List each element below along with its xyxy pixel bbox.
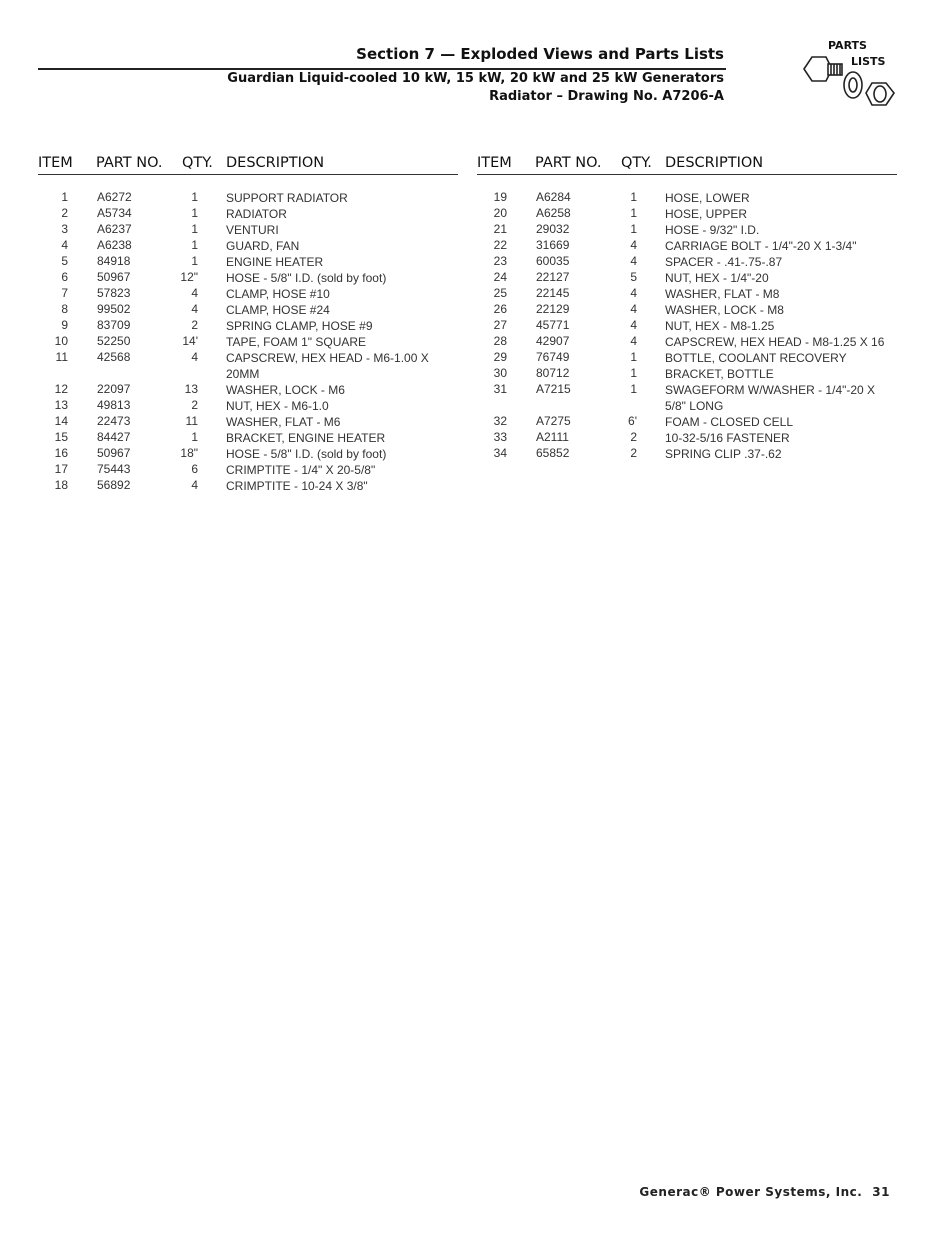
quantity: 4 xyxy=(630,286,637,300)
part-number: 76749 xyxy=(536,350,570,364)
table-header xyxy=(477,155,897,174)
part-number: 57823 xyxy=(97,286,131,300)
table-row xyxy=(38,478,458,494)
quantity: 12" xyxy=(180,270,198,284)
table-row xyxy=(38,446,458,462)
table-row xyxy=(38,206,458,222)
item-number: 3 xyxy=(61,222,68,236)
description: CRIMPTITE - 10-24 X 3/8" xyxy=(226,479,368,493)
item-number: 19 xyxy=(493,190,507,204)
item-number: 30 xyxy=(493,366,507,380)
description: WASHER, LOCK - M8 xyxy=(665,303,784,317)
table-row xyxy=(477,206,897,222)
description: BOTTLE, COOLANT RECOVERY xyxy=(665,351,847,365)
table-row xyxy=(477,318,897,334)
description: CAPSCREW, HEX HEAD - M8-1.25 X 16 xyxy=(665,335,885,349)
part-number: A6237 xyxy=(97,222,132,236)
quantity: 1 xyxy=(191,430,198,444)
description: FOAM - CLOSED CELL xyxy=(665,415,794,429)
part-number: A2111 xyxy=(536,430,569,444)
description: HOSE, UPPER xyxy=(665,207,748,221)
table-row xyxy=(38,414,458,430)
item-number: 26 xyxy=(493,302,507,316)
quantity: 2 xyxy=(191,398,198,412)
part-number: A7215 xyxy=(536,382,571,396)
item-number: 13 xyxy=(54,398,68,412)
description: SWAGEFORM W/WASHER - 1/4"-20 X 5/8" LONG xyxy=(665,383,876,413)
item-number: 34 xyxy=(493,446,507,460)
part-number: 75443 xyxy=(97,462,131,476)
table-row xyxy=(477,190,897,206)
badge-label-lists: LISTS xyxy=(851,55,886,68)
quantity: 1 xyxy=(191,190,198,204)
table-row xyxy=(477,222,897,238)
item-number: 23 xyxy=(493,254,507,268)
quantity: 4 xyxy=(191,350,198,364)
quantity: 6 xyxy=(191,462,198,476)
item-number: 20 xyxy=(493,206,507,220)
quantity: 1 xyxy=(630,206,637,220)
item-number: 18 xyxy=(54,478,68,492)
col-header-desc: DESCRIPTION xyxy=(226,155,325,171)
description: 10-32-5/16 FASTENER xyxy=(665,431,790,445)
table-row xyxy=(38,238,458,254)
description: BRACKET, ENGINE HEATER xyxy=(226,431,386,445)
part-number: 84427 xyxy=(97,430,131,444)
part-number: A7275 xyxy=(536,414,571,428)
item-number: 27 xyxy=(493,318,507,332)
item-number: 7 xyxy=(61,286,68,300)
quantity: 1 xyxy=(191,206,198,220)
description: CARRIAGE BOLT - 1/4"-20 X 1-3/4" xyxy=(665,239,857,253)
quantity: 1 xyxy=(191,254,198,268)
table-row xyxy=(477,430,897,446)
description: HOSE - 5/8" I.D. (sold by foot) xyxy=(226,447,387,461)
quantity: 1 xyxy=(191,238,198,252)
quantity: 1 xyxy=(630,190,637,204)
part-number: 22127 xyxy=(536,270,570,284)
table-row xyxy=(477,254,897,270)
part-number: 65852 xyxy=(536,446,570,460)
quantity: 1 xyxy=(630,382,637,396)
table-row xyxy=(477,334,897,350)
part-number: 42568 xyxy=(97,350,131,364)
table-row xyxy=(38,398,458,414)
col-header-part: PART NO. xyxy=(535,155,602,171)
table-row xyxy=(477,350,897,366)
quantity: 2 xyxy=(630,446,637,460)
table-row xyxy=(477,286,897,302)
part-number: A5734 xyxy=(97,206,132,220)
footer-company: Generac® Power Systems, Inc. xyxy=(639,1185,863,1199)
description: HOSE - 5/8" I.D. (sold by foot) xyxy=(226,271,387,285)
part-number: A6258 xyxy=(536,206,571,220)
part-number: 22097 xyxy=(97,382,131,396)
col-header-desc: DESCRIPTION xyxy=(665,155,764,171)
badge-label-parts: PARTS xyxy=(828,39,867,52)
quantity: 4 xyxy=(630,254,637,268)
description: NUT, HEX - M6-1.0 xyxy=(226,399,329,413)
quantity: 4 xyxy=(191,286,198,300)
part-number: 42907 xyxy=(536,334,570,348)
part-number: 52250 xyxy=(97,334,131,348)
description: TAPE, FOAM 1" SQUARE xyxy=(226,335,367,349)
part-number: 84918 xyxy=(97,254,131,268)
description: CLAMP, HOSE #10 xyxy=(226,287,330,301)
description: SPACER - .41-.75-.87 xyxy=(665,255,783,269)
table-row xyxy=(477,414,897,430)
part-number: 49813 xyxy=(97,398,131,412)
table-row xyxy=(477,270,897,286)
table-row xyxy=(477,366,897,382)
header-rule xyxy=(477,174,897,175)
col-header-qty: QTY. xyxy=(182,155,213,171)
quantity: 6' xyxy=(628,414,637,428)
quantity: 4 xyxy=(630,334,637,348)
item-number: 25 xyxy=(493,286,507,300)
part-number: A6272 xyxy=(97,190,132,204)
item-number: 4 xyxy=(61,238,68,252)
table-header xyxy=(38,155,458,174)
col-header-qty: QTY. xyxy=(621,155,652,171)
item-number: 6 xyxy=(61,270,68,284)
quantity: 1 xyxy=(191,222,198,236)
item-number: 1 xyxy=(61,190,68,204)
item-number: 5 xyxy=(61,254,68,268)
description: NUT, HEX - 1/4"-20 xyxy=(665,271,769,285)
page-footer xyxy=(639,1185,890,1199)
table-row xyxy=(477,382,897,414)
part-number: 31669 xyxy=(536,238,570,252)
section-title: Section 7 — Exploded Views and Parts Lists xyxy=(356,45,724,63)
quantity: 14' xyxy=(182,334,198,348)
quantity: 1 xyxy=(630,350,637,364)
table-row xyxy=(38,318,458,334)
description: SPRING CLAMP, HOSE #9 xyxy=(226,319,373,333)
table-row xyxy=(477,446,897,462)
item-number: 10 xyxy=(54,334,68,348)
description: HOSE - 9/32" I.D. xyxy=(665,223,760,237)
description: ENGINE HEATER xyxy=(226,255,324,269)
page-number: 31 xyxy=(872,1185,890,1199)
item-number: 14 xyxy=(54,414,68,428)
description: WASHER, FLAT - M6 xyxy=(226,415,341,429)
item-number: 28 xyxy=(493,334,507,348)
part-number: 99502 xyxy=(97,302,131,316)
table-row xyxy=(38,254,458,270)
table-row xyxy=(38,350,458,382)
item-number: 12 xyxy=(54,382,68,396)
parts-table-right xyxy=(477,155,897,462)
item-number: 16 xyxy=(54,446,68,460)
table-row xyxy=(38,302,458,318)
parts-table-left xyxy=(38,155,458,494)
part-number: 22129 xyxy=(536,302,570,316)
col-header-item: ITEM xyxy=(38,155,73,171)
drawing-number: Radiator – Drawing No. A7206-A xyxy=(489,89,724,104)
table-body xyxy=(38,190,458,494)
table-row xyxy=(38,222,458,238)
table-row xyxy=(477,302,897,318)
part-number: 22145 xyxy=(536,286,570,300)
item-number: 32 xyxy=(493,414,507,428)
item-number: 31 xyxy=(493,382,507,396)
part-number: 22473 xyxy=(97,414,131,428)
part-number: A6284 xyxy=(536,190,571,204)
header-rule xyxy=(38,174,458,175)
table-row xyxy=(38,462,458,478)
quantity: 4 xyxy=(191,478,198,492)
item-number: 17 xyxy=(54,462,68,476)
table-row xyxy=(38,270,458,286)
item-number: 21 xyxy=(493,222,507,236)
description: CAPSCREW, HEX HEAD - M6-1.00 X 20MM xyxy=(226,351,429,381)
col-header-item: ITEM xyxy=(477,155,512,171)
description: HOSE, LOWER xyxy=(665,191,750,205)
table-row xyxy=(38,334,458,350)
description: VENTURI xyxy=(226,223,279,237)
table-row xyxy=(477,238,897,254)
item-number: 2 xyxy=(61,206,68,220)
part-number: A6238 xyxy=(97,238,132,252)
part-number: 50967 xyxy=(97,270,131,284)
part-number: 80712 xyxy=(536,366,570,380)
item-number: 15 xyxy=(54,430,68,444)
quantity: 11 xyxy=(185,414,198,428)
item-number: 22 xyxy=(493,238,507,252)
part-number: 50967 xyxy=(97,446,131,460)
description: WASHER, FLAT - M8 xyxy=(665,287,780,301)
item-number: 33 xyxy=(493,430,507,444)
quantity: 4 xyxy=(191,302,198,316)
description: GUARD, FAN xyxy=(226,239,300,253)
part-number: 83709 xyxy=(97,318,131,332)
part-number: 60035 xyxy=(536,254,570,268)
description: SPRING CLIP .37-.62 xyxy=(665,447,782,461)
quantity: 18" xyxy=(180,446,198,460)
quantity: 5 xyxy=(630,270,637,284)
item-number: 9 xyxy=(61,318,68,332)
item-number: 29 xyxy=(493,350,507,364)
description: NUT, HEX - M8-1.25 xyxy=(665,319,775,333)
description: CLAMP, HOSE #24 xyxy=(226,303,330,317)
col-header-part: PART NO. xyxy=(96,155,163,171)
description: CRIMPTITE - 1/4" X 20-5/8" xyxy=(226,463,376,477)
item-number: 8 xyxy=(61,302,68,316)
table-row xyxy=(38,382,458,398)
quantity: 1 xyxy=(630,366,637,380)
document-subtitle: Guardian Liquid-cooled 10 kW, 15 kW, 20 kW and 25 kW Generators xyxy=(227,71,724,86)
quantity: 13 xyxy=(184,382,198,396)
description: RADIATOR xyxy=(226,207,287,221)
header-divider xyxy=(38,68,726,70)
table-body xyxy=(477,190,897,462)
item-number: 24 xyxy=(493,270,507,284)
quantity: 4 xyxy=(630,302,637,316)
table-row xyxy=(38,430,458,446)
quantity: 1 xyxy=(630,222,637,236)
part-number: 29032 xyxy=(536,222,570,236)
description: SUPPORT RADIATOR xyxy=(226,191,348,205)
quantity: 4 xyxy=(630,238,637,252)
table-row xyxy=(38,286,458,302)
quantity: 2 xyxy=(630,430,637,444)
description: WASHER, LOCK - M6 xyxy=(226,383,345,397)
description: BRACKET, BOTTLE xyxy=(665,367,774,381)
part-number: 56892 xyxy=(97,478,131,492)
quantity: 4 xyxy=(630,318,637,332)
item-number: 11 xyxy=(55,350,68,364)
quantity: 2 xyxy=(191,318,198,332)
part-number: 45771 xyxy=(536,318,570,332)
table-row xyxy=(38,190,458,206)
